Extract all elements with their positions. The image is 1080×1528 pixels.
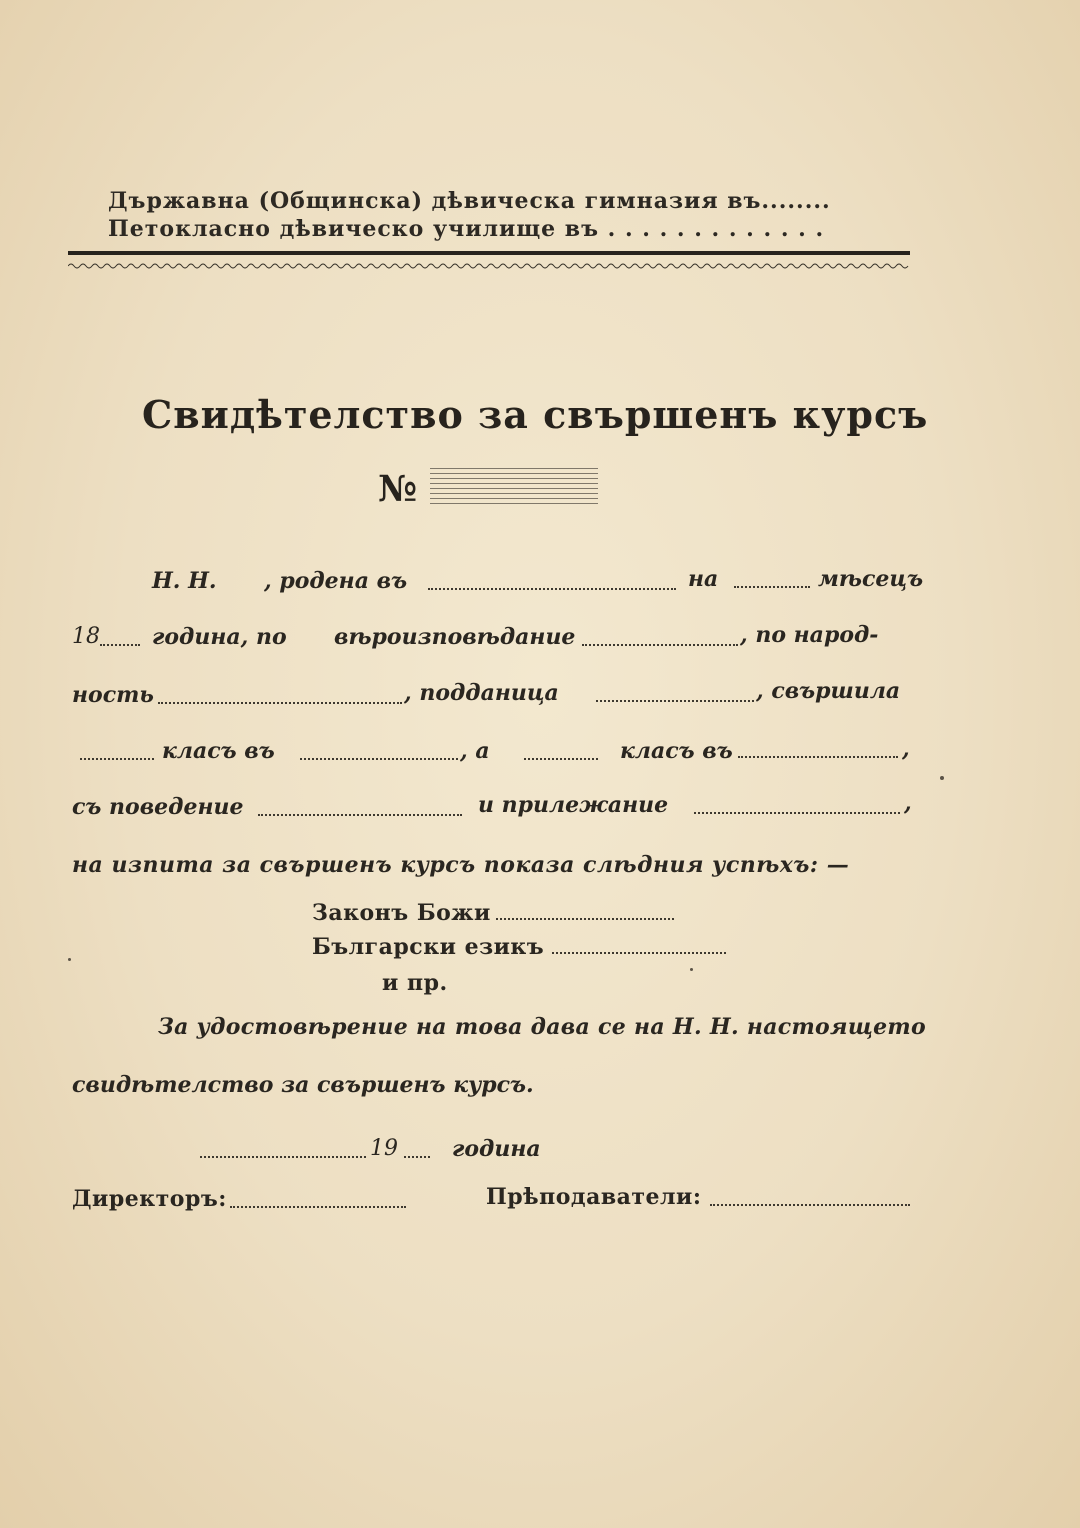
issue-place-date-blank[interactable] — [200, 1156, 366, 1158]
century-prefix-19: 19 — [370, 1136, 398, 1161]
subjects-etc: и пр. — [382, 970, 448, 996]
month-label: мѣсецъ — [818, 566, 924, 592]
certificate-title: Свидѣтелство за свършенъ курсъ — [142, 392, 929, 437]
born-label: , родена въ — [264, 568, 408, 594]
class-place-blank-2[interactable] — [738, 756, 898, 758]
class-number-blank-1[interactable] — [80, 758, 154, 760]
director-signature-blank[interactable] — [230, 1206, 406, 1208]
subject-bulgarian-label: Български езикъ — [312, 934, 545, 960]
nationality-blank[interactable] — [158, 702, 402, 704]
nationality-label: , по народ- — [740, 622, 879, 648]
header-rule-wavy — [68, 262, 910, 270]
finished-label: , свършила — [756, 678, 901, 704]
century-prefix: 18 — [72, 624, 100, 649]
exam-results-intro: на изпита за свършенъ курсъ показа слѣдния успѣхъ: — — [72, 852, 850, 878]
school-type-five-class: Петокласно дѣвическо училище въ . . . . . . . . . . . . . — [108, 216, 825, 242]
teachers-signature-blank[interactable] — [710, 1204, 910, 1206]
class-number-blank-2[interactable] — [524, 758, 598, 760]
subject-religion-label: Законъ Божи — [312, 900, 491, 926]
citizenship-label: , подданица — [404, 680, 559, 706]
certificate-number-field[interactable] — [430, 468, 598, 508]
paper-speck — [68, 958, 71, 961]
year-label: година, по — [152, 624, 287, 650]
number-sign: № — [378, 468, 419, 510]
attestation-line-2: свидѣтелство за свършенъ курсъ. — [72, 1072, 534, 1098]
director-label: Директоръ: — [72, 1186, 227, 1212]
on-label: на — [688, 566, 719, 592]
citizenship-blank[interactable] — [596, 700, 754, 702]
row4-comma: , — [902, 736, 910, 762]
teachers-label: Прѣподаватели: — [486, 1184, 702, 1210]
row5-comma: , — [904, 790, 912, 816]
class-in-label-1: класъ въ — [162, 738, 275, 764]
attestation-line-1: За удостовѣрение на това дава се на Н. Н. настоящето — [158, 1014, 926, 1040]
paper-speck — [690, 968, 693, 971]
behavior-label: съ поведение — [72, 794, 244, 820]
class-in-label-2: класъ въ — [620, 738, 733, 764]
issue-year-blank[interactable] — [404, 1156, 430, 1158]
birth-day-blank[interactable] — [734, 586, 810, 588]
religion-blank[interactable] — [582, 644, 738, 646]
and-label: , а — [460, 738, 490, 764]
school-type-gymnasium: Държавна (Общинска) дѣвическа гимназия въ........ — [108, 188, 831, 214]
subject-bulgarian-grade-blank[interactable] — [552, 952, 726, 954]
behavior-blank[interactable] — [258, 814, 462, 816]
subject-religion-grade-blank[interactable] — [496, 918, 674, 920]
header-rule-thick — [68, 251, 910, 255]
class-place-blank-1[interactable] — [300, 758, 458, 760]
nationality-suffix: ность — [72, 682, 154, 708]
issue-year-label: година — [452, 1136, 541, 1162]
student-name: Н. Н. — [152, 568, 217, 594]
paper-speck — [940, 776, 944, 780]
diligence-label: и прилежание — [478, 792, 669, 818]
birth-year-blank[interactable] — [100, 644, 140, 646]
birthplace-blank[interactable] — [428, 588, 676, 590]
religion-label: вѣроизповѣдание — [334, 624, 576, 650]
diligence-blank[interactable] — [694, 812, 900, 814]
